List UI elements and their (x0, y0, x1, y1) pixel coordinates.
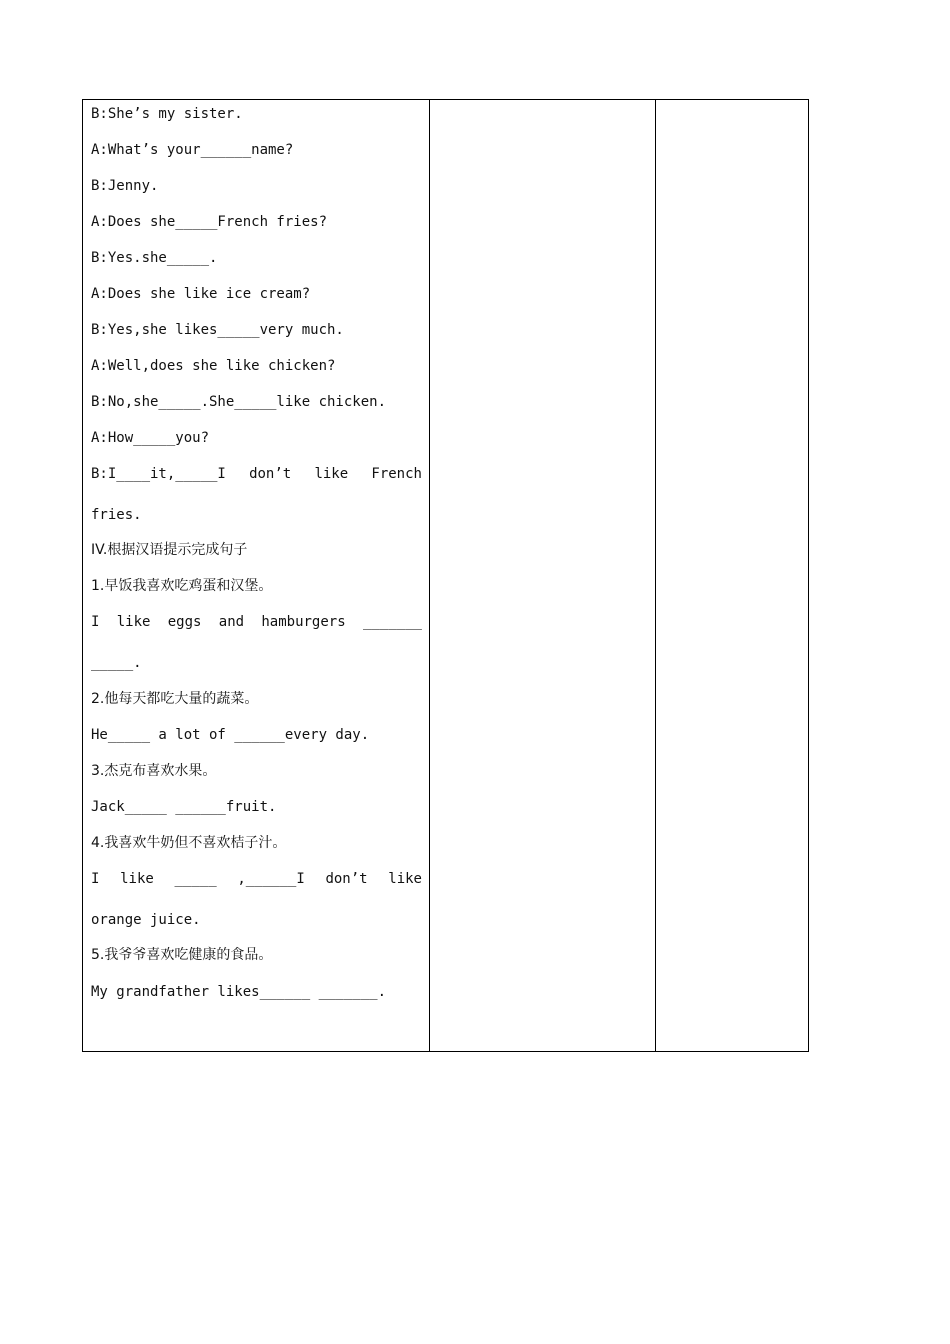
dialogue-line: A:Well,does she like chicken? (91, 358, 336, 374)
word: _______ (362, 614, 422, 630)
dialogue-line: A:How_____you? (91, 430, 210, 446)
word: I (91, 614, 100, 630)
dialogue-line-justified (91, 464, 422, 484)
answer-line: _____. (91, 655, 142, 671)
word: B:I____it,_____I (91, 466, 226, 482)
word: like (120, 871, 154, 887)
word: French (371, 466, 422, 482)
answer-line: Jack_____ ______fruit. (91, 799, 277, 815)
word: like (116, 614, 151, 630)
section-title: IV.根据汉语提示完成句子 (91, 542, 248, 558)
dialogue-line: B:Yes,she likes_____very much. (91, 322, 344, 338)
dialogue-line: B:Jenny. (91, 178, 159, 194)
dialogue-line: fries. (91, 507, 142, 523)
word: and (218, 614, 245, 630)
answer-line: He_____ a lot of ______every day. (91, 727, 370, 743)
dialogue-line: A:What’s your______name? (91, 142, 294, 158)
dialogue-line: A:Does she_____French fries? (91, 214, 328, 230)
dialogue-line: B:She’s my sister. (91, 106, 243, 122)
column-divider-1 (429, 100, 430, 1051)
word: _____ (174, 871, 217, 887)
column-divider-2 (655, 100, 656, 1051)
question-prompt: 2.他每天都吃大量的蔬菜。 (91, 691, 259, 707)
word: don’t (325, 871, 368, 887)
word: like (388, 871, 422, 887)
question-prompt: 5.我爷爷喜欢吃健康的食品。 (91, 947, 273, 963)
word: hamburgers (261, 614, 346, 630)
word: I (91, 871, 100, 887)
worksheet-table (82, 99, 809, 1052)
answer-line: My grandfather likes______ _______. (91, 984, 387, 1000)
question-prompt: 1.早饭我喜欢吃鸡蛋和汉堡。 (91, 578, 273, 594)
answer-line-justified (91, 612, 422, 632)
word: eggs (167, 614, 202, 630)
question-prompt: 3.杰克布喜欢水果。 (91, 763, 217, 779)
answer-line: orange juice. (91, 912, 201, 928)
dialogue-line: B:Yes.she_____. (91, 250, 218, 266)
word: like (314, 466, 349, 482)
word: don’t (249, 466, 292, 482)
answer-line-justified (91, 869, 422, 889)
word: ,______I (237, 871, 305, 887)
dialogue-line: B:No,she_____.She_____like chicken. (91, 394, 387, 410)
question-prompt: 4.我喜欢牛奶但不喜欢桔子汁。 (91, 835, 287, 851)
dialogue-line: A:Does she like ice cream? (91, 286, 311, 302)
